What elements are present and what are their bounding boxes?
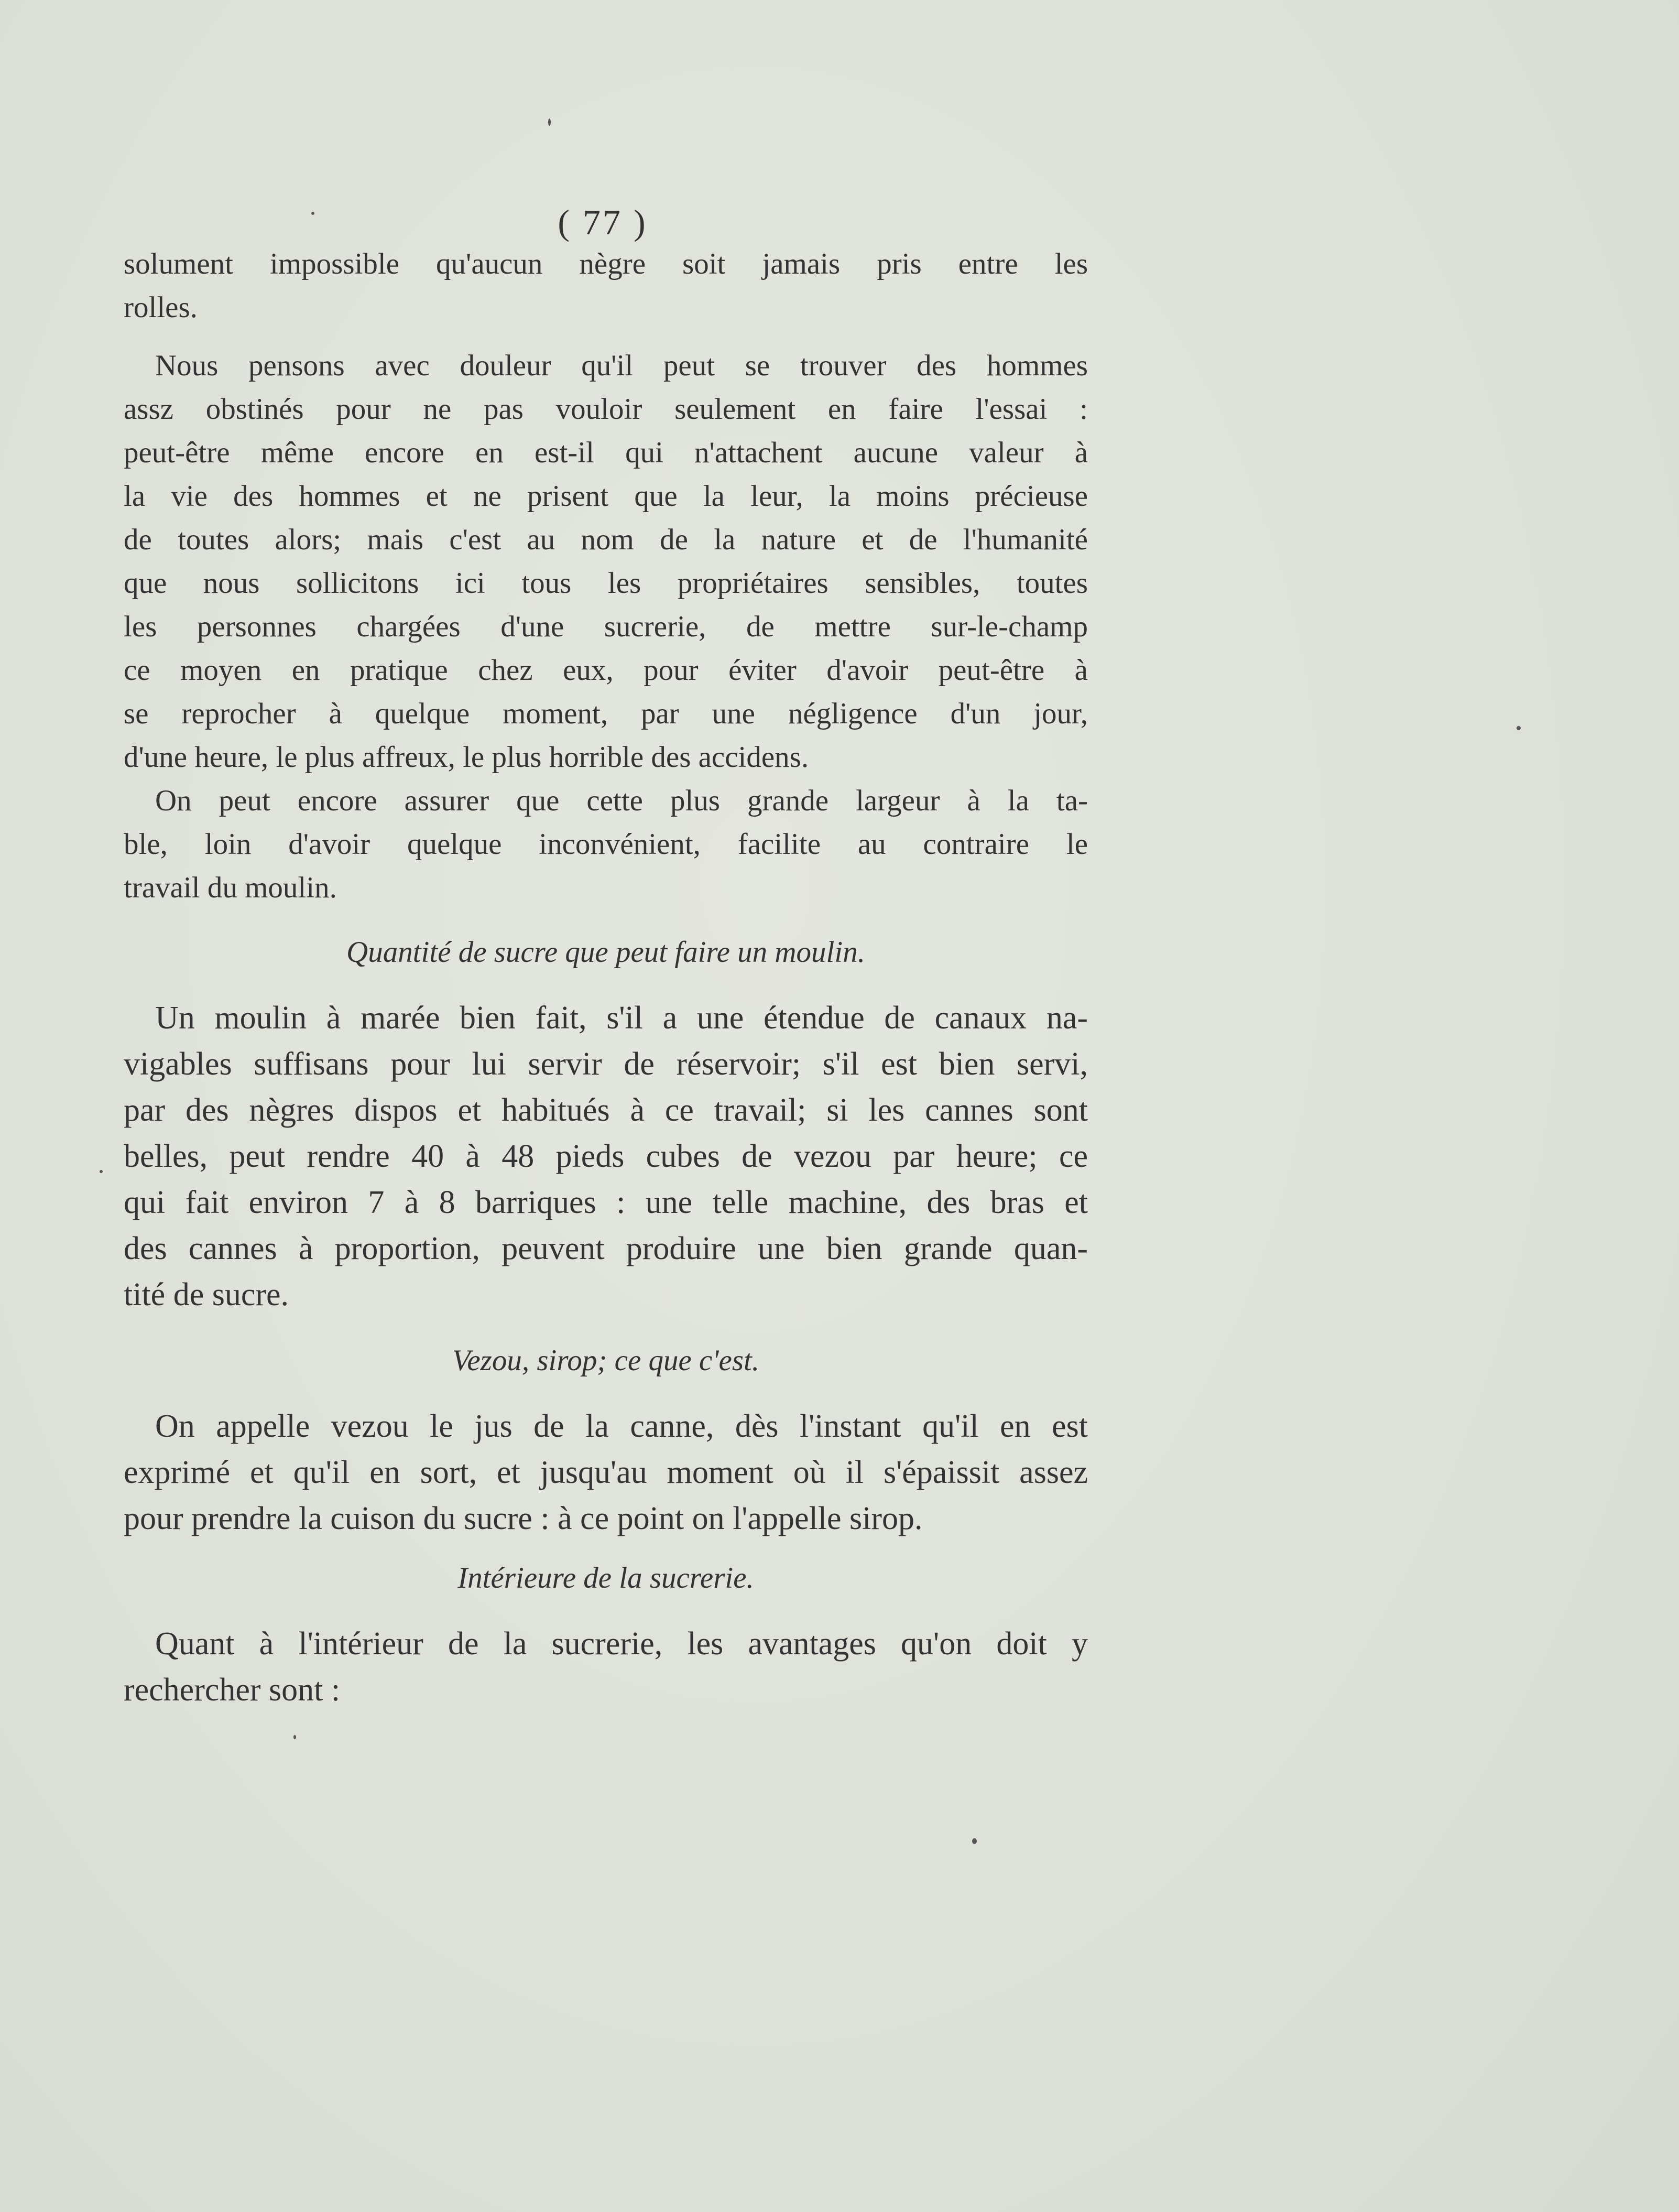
text-line: de toutes alors; mais c'est au nom de la nature et de l'humanité [124,523,1088,556]
text-line: se reprocher à quelque moment, par une négligence d'un jour, [124,697,1088,730]
text-line: tité de sucre. [124,1277,289,1313]
paragraph-3 [124,779,1088,909]
text-line: ce moyen en pratique chez eux, pour éviter d'avoir peut-être à [124,654,1088,687]
paper-speck [972,1838,977,1844]
text-line: Un moulin à marée bien fait, s'il a une étendue de canaux na- [155,1000,1088,1036]
text-line: rolles. [124,291,198,324]
paragraph-1 [124,242,1088,329]
text-line: On appelle vezou le jus de la canne, dès l'instant qu'il en est [155,1408,1088,1444]
paper-speck [548,118,551,126]
text-line: des cannes à proportion, peuvent produire une bien grande quan- [124,1231,1088,1266]
text-line: ble, loin d'avoir quelque inconvénient, facilite au contraire le [124,828,1088,861]
page-body [124,242,1088,1713]
page-number: ( 77 ) [558,202,648,242]
paragraph-4 [124,995,1088,1318]
text-line: travail du moulin. [124,871,337,904]
paragraph-2 [124,344,1088,779]
text-line: rechercher sont : [124,1672,341,1708]
text-line: On peut encore assurer que cette plus grande largeur à la ta- [155,784,1088,817]
text-line: solument impossible qu'aucun nègre soit jamais pris entre les [124,247,1088,280]
text-line: pour prendre la cuison du sucre : à ce point on l'appelle sirop. [124,1501,923,1536]
paper-speck [311,212,314,215]
paper-speck [100,1170,103,1173]
text-line: peut-être même encore en est-il qui n'attachent aucune valeur à [124,436,1088,469]
text-line: d'une heure, le plus affreux, le plus horrible des accidens. [124,741,809,774]
text-line: par des nègres dispos et habitués à ce travail; si les cannes sont [124,1092,1088,1128]
text-line: Quant à l'intérieur de la sucrerie, les avantages qu'on doit y [155,1626,1088,1662]
text-line: que nous sollicitons ici tous les propriétaires sensibles, toutes [124,567,1088,600]
paper-speck [1517,726,1521,730]
text-line: assz obstinés pour ne pas vouloir seulement en faire l'essai : [124,393,1088,426]
text-line: vigables suffisans pour lui servir de réservoir; s'il est bien servi, [124,1046,1088,1082]
paper-speck [293,1735,296,1739]
text-line: Nous pensons avec douleur qu'il peut se trouver des hommes [155,349,1088,382]
text-line: les personnes chargées d'une sucrerie, de mettre sur-le-champ [124,610,1088,643]
paragraph-6 [124,1621,1088,1713]
section-heading: Quantité de sucre que peut faire un moulin. [346,936,865,969]
text-line: la vie des hommes et ne prisent que la leur, la moins précieuse [124,480,1088,513]
text-line: belles, peut rendre 40 à 48 pieds cubes de vezou par heure; ce [124,1138,1088,1174]
section-heading: Vezou, sirop; ce que c'est. [452,1344,760,1377]
text-line: exprimé et qu'il en sort, et jusqu'au moment où il s'épaissit assez [124,1455,1088,1490]
paragraph-5 [124,1403,1088,1542]
section-heading: Intérieure de la sucrerie. [457,1562,754,1595]
text-line: qui fait environ 7 à 8 barriques : une telle machine, des bras et [124,1185,1088,1220]
